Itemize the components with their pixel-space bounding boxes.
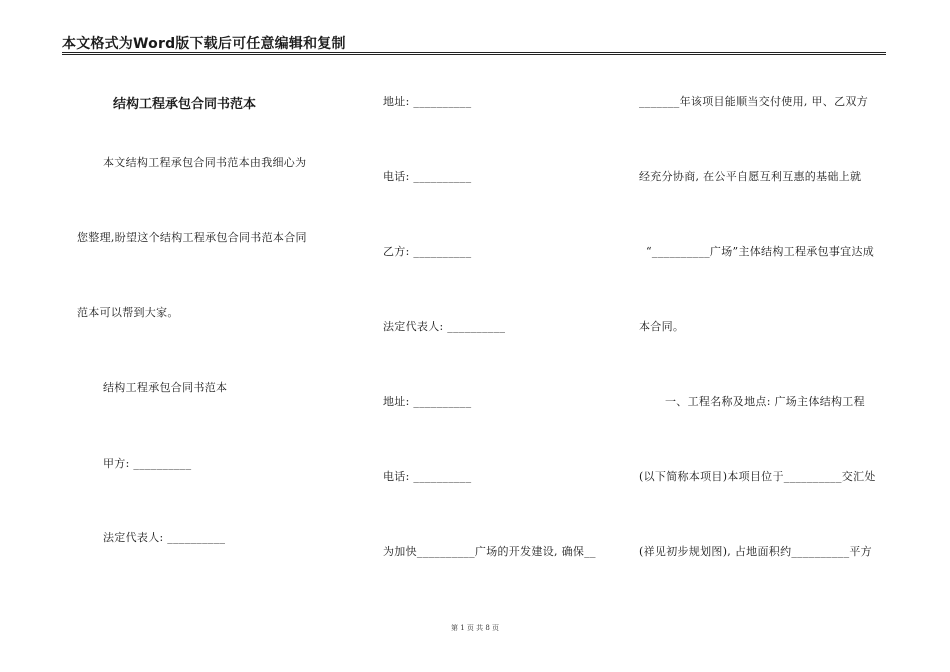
text-line: 您整理,盼望这个结构工程承包合同书范本合同 (77, 231, 307, 244)
text-line: 乙方: __________ (383, 245, 472, 258)
text-line: 一、工程名称及地点: 广场主体结构工程 (665, 395, 865, 408)
text-line: (祥见初步规划图), 占地面积约__________平方 (639, 545, 872, 558)
text-line: 法定代表人: __________ (103, 531, 226, 544)
text-line: 经充分协商, 在公平自愿互利互惠的基础上就 (639, 170, 862, 183)
text-line: (以下简称本项目)本项目位于__________交汇处 (639, 470, 876, 483)
header-rule-secondary (62, 54, 886, 55)
text-line: 本合同。 (639, 320, 685, 333)
text-line: 法定代表人: __________ (383, 320, 506, 333)
header-rule (62, 52, 886, 53)
text-line: “__________广场”主体结构工程承包事宜达成 (646, 245, 875, 258)
document-title: 结构工程承包合同书范本 (113, 97, 257, 112)
page-header: 本文格式为Word版下载后可任意编辑和复制 (62, 36, 346, 52)
text-line: 范本可以帮到大家。 (77, 306, 179, 319)
text-line: 地址: __________ (383, 95, 472, 108)
text-line: 电话: __________ (383, 470, 472, 483)
text-line: _______年该项目能顺当交付使用, 甲、乙双方 (639, 95, 868, 108)
text-line: 为加快__________广场的开发建设, 确保__ (383, 545, 596, 558)
text-line: 甲方: __________ (103, 457, 192, 470)
text-line: 本文结构工程承包合同书范本由我细心为 (103, 156, 307, 169)
text-line: 地址: __________ (383, 395, 472, 408)
text-line: 结构工程承包合同书范本 (103, 381, 228, 394)
text-line: 电话: __________ (383, 170, 472, 183)
page-number: 第 1 页 共 8 页 (450, 624, 500, 632)
